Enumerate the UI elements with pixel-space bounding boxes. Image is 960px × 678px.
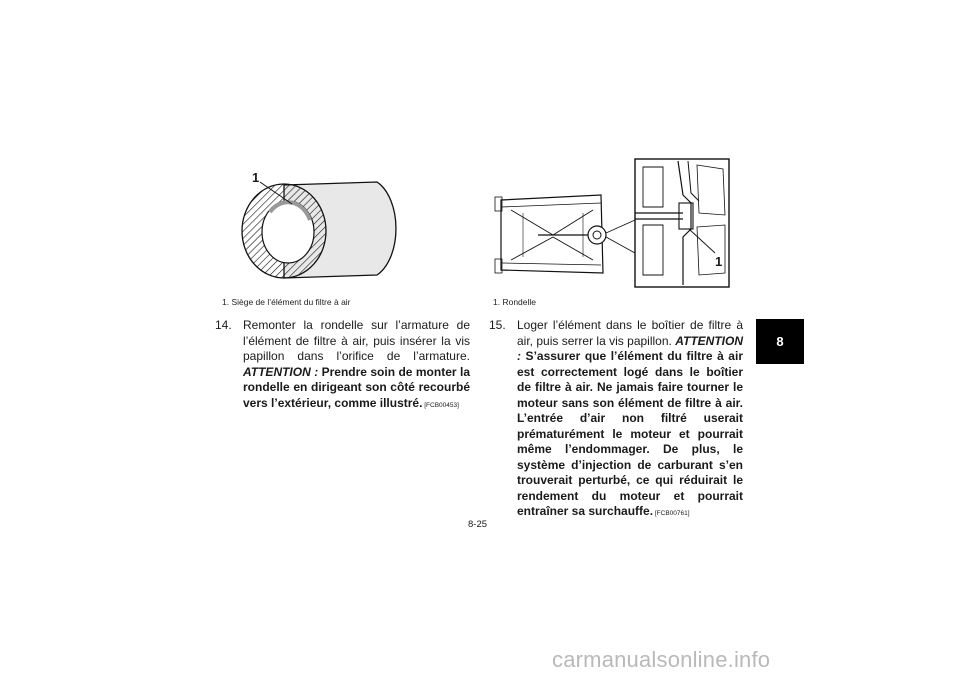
attention-text: S’assurer que l’élément du filtre à air est correctement logé dans le boîtier de filtre à air. Ne jamais faire tourner le moteur sans son élément de filtre à air. L’entrée d’air non filtré userait prématurément le moteur et pourrait même l’endommager. De plus, le système d’injection de carburant s’en trouverait perturbé, ce qui réduirait le rendement du moteur et pourrait entraîner sa surchauffe. <box>517 349 743 518</box>
figure-left-caption: 1. Siège de l’élément du filtre à air <box>222 297 351 307</box>
attention-label: ATTENTION : <box>517 333 743 363</box>
watermark-text: carmanualsonline.info <box>552 647 771 672</box>
step-number: 14. <box>215 318 232 332</box>
figure-right-callout: 1 <box>715 254 723 269</box>
reference-code: [FCB00453] <box>422 401 459 409</box>
attention-label: ATTENTION : <box>243 364 319 379</box>
step-text: Remonter la rondelle sur l’armature de l’élément de filtre à air, puis insérer la vis papillon dans l’orifice de l’armature. <box>243 318 470 363</box>
page-number: 8-25 <box>468 519 488 530</box>
attention-text: Prendre soin de monter la rondelle en dirigeant son côté recourbé vers l’extérieur, comme illustré. <box>243 364 470 410</box>
air-filter-case-illustration <box>493 155 733 290</box>
chapter-tab: 8 <box>756 319 804 364</box>
reference-code: [FCB00761] <box>653 510 690 517</box>
figure-left-callout: 1 <box>252 170 260 185</box>
figure-right-caption: 1. Rondelle <box>493 297 537 307</box>
step-text: Loger l’élément dans le boîtier de filtre à air, puis serrer la vis papillon. <box>517 318 743 348</box>
step-number: 15. <box>489 318 506 332</box>
instruction-step-14 <box>215 318 470 413</box>
instruction-step-15 <box>489 318 743 522</box>
